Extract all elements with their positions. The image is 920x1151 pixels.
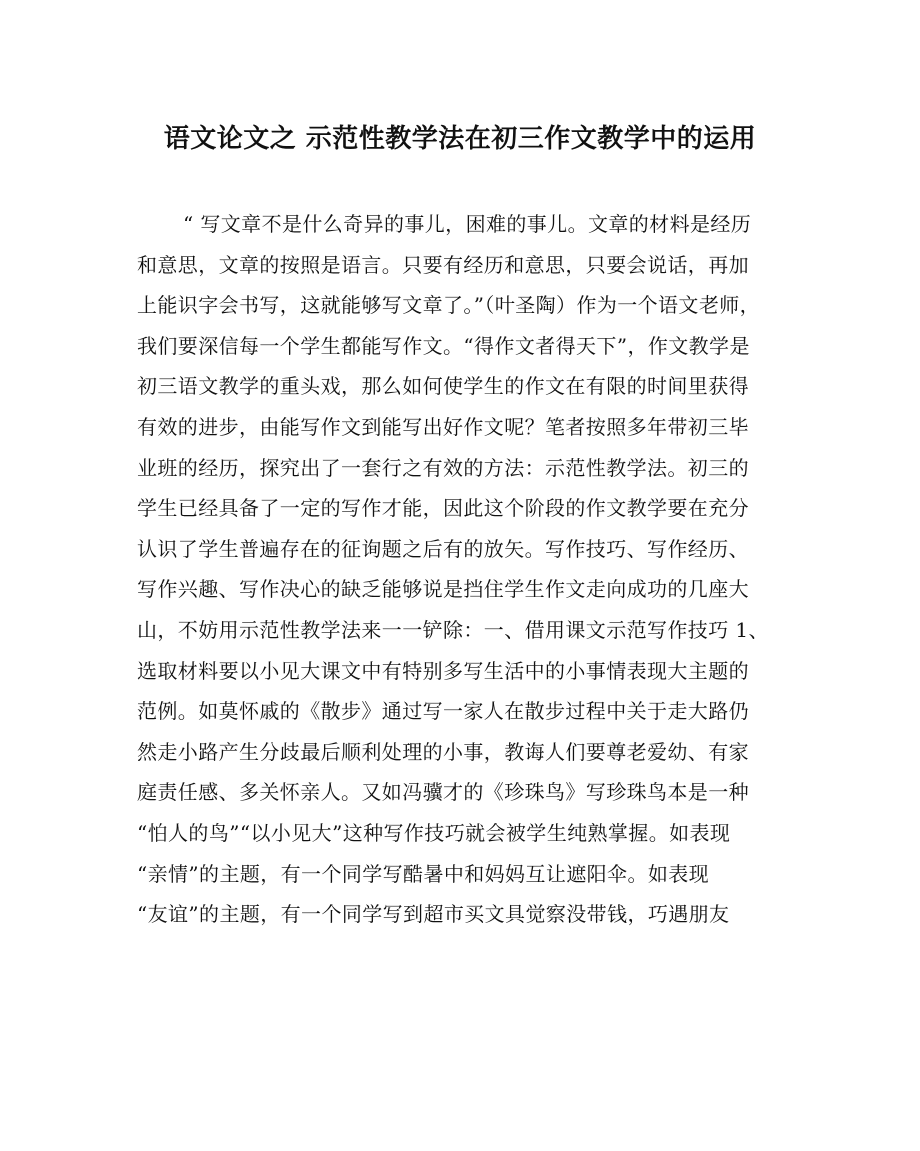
- body-line: “亲情”的主题，有一个同学写酷暑中和妈妈互让遮阳伞。如表现: [137, 861, 710, 886]
- body-line: 范例。如莫怀戚的《散步》通过写一家人在散步过程中关于走大路仍: [137, 699, 749, 724]
- body-line: 然走小路产生分歧最后顺利处理的小事，教诲人们要尊老爱幼、有家: [137, 739, 749, 764]
- body-line: 业班的经历，探究出了一套行之有效的方法：示范性教学法。初三的: [137, 455, 749, 480]
- document-body: [137, 204, 787, 935]
- document-title: 语文论文之 示范性教学法在初三作文教学中的运用: [163, 124, 757, 154]
- body-line: 上能识字会书写，这就能够写文章了。”（叶圣陶）作为一个语文老师，: [137, 293, 761, 318]
- body-line: “友谊”的主题，有一个同学写到超市买文具觉察没带钱，巧遇朋友: [137, 902, 730, 927]
- body-line: 认识了学生普遍存在的征询题之后有的放矢。写作技巧、写作经历、: [137, 536, 749, 561]
- body-line: 和意思，文章的按照是语言。只要有经历和意思，只要会说话，再加: [137, 252, 749, 277]
- body-line: 有效的进步，由能写作文到能写出好作文呢？笔者按照多年带初三毕: [137, 414, 749, 439]
- body-line: 我们要深信每一个学生都能写作文。“得作文者得天下”，作文教学是: [137, 333, 750, 358]
- body-line: 学生已经具备了一定的写作才能，因此这个阶段的作文教学要在充分: [137, 496, 749, 521]
- body-line: “怕人的鸟”“以小见大”这种写作技巧就会被学生纯熟掌握。如表现: [137, 820, 731, 845]
- body-line: 选取材料要以小见大课文中有特别多写生活中的小事情表现大主题的: [137, 658, 749, 683]
- body-line: 山，不妨用示范性教学法来一一铲除：一、借用课文示范写作技巧 1、: [137, 617, 769, 642]
- body-line: 庭责任感、多关怀亲人。又如冯骥才的《珍珠鸟》写珍珠鸟本是一种: [137, 780, 749, 805]
- body-line: 初三语文教学的重头戏，那么如何使学生的作文在有限的时间里获得: [137, 374, 749, 399]
- body-line: 写作兴趣、写作决心的缺乏能够说是挡住学生作文走向成功的几座大: [137, 577, 749, 602]
- body-line: “ 写文章不是什么奇异的事儿，困难的事儿。文章的材料是经历: [183, 212, 752, 236]
